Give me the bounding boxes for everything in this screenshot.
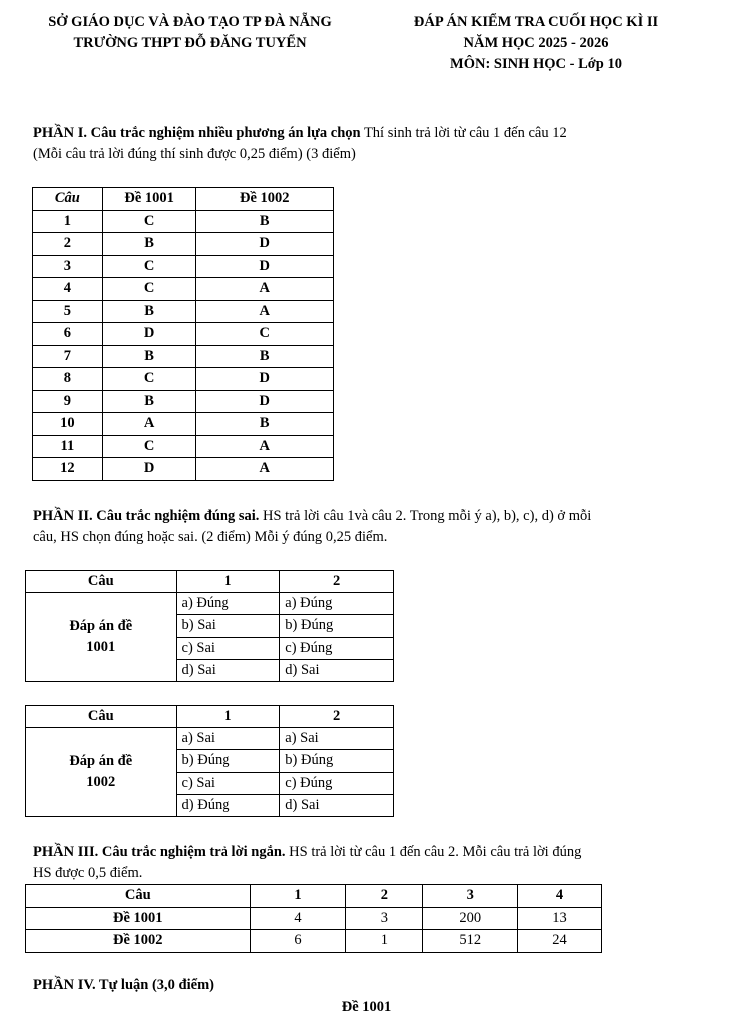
school-name: TRƯỜNG THPT ĐỖ ĐĂNG TUYỂN (73, 35, 307, 51)
table-cell: B (102, 233, 196, 256)
department-name: SỞ GIÁO DỤC VÀ ĐÀO TẠO TP ĐÀ NẴNG (48, 14, 332, 30)
table-cell: B (102, 300, 196, 323)
table-cell: 10 (33, 413, 103, 436)
table-cell: 7 (33, 345, 103, 368)
table-cell: 5 (33, 300, 103, 323)
table-row (33, 458, 334, 481)
part2-text-1: HS trả lời câu 1và câu 2. Trong mỗi ý a), b), c), d) ở mỗi (259, 508, 592, 524)
header-cell: Câu (33, 188, 103, 211)
table-row (33, 233, 334, 256)
exam-title: ĐÁP ÁN KIỂM TRA CUỐI HỌC KÌ II (413, 14, 659, 30)
header-cell: 1 (176, 571, 280, 593)
header-cell: Câu (26, 706, 177, 728)
header-cell: Đề 1001 (102, 188, 196, 211)
table-row (33, 435, 334, 458)
part3-title: PHẦN III. Câu trắc nghiệm trả lời ngắn. (33, 844, 286, 860)
table-row (33, 300, 334, 323)
table-cell: a) Sai (280, 728, 394, 750)
school-year: NĂM HỌC 2025 - 2026 (463, 35, 609, 51)
part2-text-2: câu, HS chọn đúng hoặc sai. (2 điểm) Mỗi ý đúng 0,25 điểm. (33, 529, 388, 545)
table-cell: B (196, 413, 334, 436)
table-row (33, 345, 334, 368)
part2-table-1002 (25, 705, 394, 817)
table-cell: C (102, 210, 196, 233)
table-cell: A (102, 413, 196, 436)
table-cell: A (196, 300, 334, 323)
table-cell: A (196, 458, 334, 481)
header-cell: 3 (423, 885, 518, 908)
part4-title: PHẦN IV. Tự luận (3,0 điểm) (33, 977, 214, 993)
table-row (33, 255, 334, 278)
table-cell: B (196, 345, 334, 368)
part2-intro (33, 506, 723, 548)
table-cell: c) Đúng (280, 772, 394, 794)
table-cell: 2 (33, 233, 103, 256)
table-cell: B (196, 210, 334, 233)
table-cell: C (196, 323, 334, 346)
table-header-row (26, 571, 394, 593)
table-row (26, 593, 394, 615)
table-cell: 3 (346, 907, 423, 930)
table-cell: B (102, 390, 196, 413)
table-cell: 1 (33, 210, 103, 233)
table-cell: C (102, 435, 196, 458)
table-cell: b) Đúng (280, 750, 394, 772)
table-cell: a) Đúng (280, 593, 394, 615)
subject-line: MÔN: SINH HỌC - Lớp 10 (450, 56, 622, 72)
table-cell: 200 (423, 907, 518, 930)
table-cell: D (102, 323, 196, 346)
table-cell: Đề 1002 (26, 930, 251, 953)
header-cell: Đề 1002 (196, 188, 334, 211)
table-cell: A (196, 435, 334, 458)
table-row (33, 278, 334, 301)
table-cell: 4 (250, 907, 346, 930)
table-cell: D (196, 390, 334, 413)
part3-answer-table (25, 884, 602, 953)
table-cell: C (102, 278, 196, 301)
table-cell: 6 (250, 930, 346, 953)
part3-intro (33, 842, 723, 884)
table-row (33, 323, 334, 346)
table-header-row (33, 188, 334, 211)
table-cell: a) Đúng (176, 593, 280, 615)
part1-title: PHẦN I. Câu trắc nghiệm nhiều phương án lựa chọn (33, 125, 361, 141)
exam-header (380, 12, 692, 75)
row-label-line1: Đáp án đề (69, 753, 133, 770)
table-cell: 9 (33, 390, 103, 413)
table-cell: b) Đúng (176, 750, 280, 772)
table-row (33, 210, 334, 233)
table-cell: A (196, 278, 334, 301)
table-cell: d) Sai (176, 659, 280, 681)
table-row (26, 907, 602, 930)
part3-text-1: HS trả lời từ câu 1 đến câu 2. Mỗi câu trả lời đúng (285, 844, 582, 860)
row-label (26, 728, 177, 817)
part2-title: PHẦN II. Câu trắc nghiệm đúng sai. (33, 508, 260, 524)
row-label-line1: Đáp án đề (69, 618, 133, 635)
part3-text-2: HS được 0,5 điểm. (33, 865, 143, 881)
part1-text-2: (Mỗi câu trả lời đúng thí sinh được 0,25 điểm) (3 điểm) (33, 146, 356, 162)
table-row (33, 368, 334, 391)
table-cell: b) Đúng (280, 615, 394, 637)
table-cell: 8 (33, 368, 103, 391)
table-cell: D (102, 458, 196, 481)
table-cell: 512 (423, 930, 518, 953)
row-label-line2: 1002 (86, 774, 116, 791)
table-row (33, 390, 334, 413)
header-cell: 1 (176, 706, 280, 728)
table-row (33, 413, 334, 436)
table-cell: D (196, 368, 334, 391)
table-cell: 11 (33, 435, 103, 458)
part2-table-1001 (25, 570, 394, 682)
header-cell: 2 (280, 706, 394, 728)
table-row (26, 728, 394, 750)
table-cell: c) Sai (176, 772, 280, 794)
header-cell: 4 (518, 885, 602, 908)
table-header-row (26, 885, 602, 908)
table-cell: c) Sai (176, 637, 280, 659)
table-cell: C (102, 255, 196, 278)
table-header-row (26, 706, 394, 728)
part1-text-1: Thí sinh trả lời từ câu 1 đến câu 12 (360, 125, 567, 141)
table-cell: b) Sai (176, 615, 280, 637)
row-label-line2: 1001 (86, 639, 116, 656)
table-row (26, 930, 602, 953)
table-cell: B (102, 345, 196, 368)
header-cell: 1 (250, 885, 346, 908)
header-cell: 2 (346, 885, 423, 908)
table-cell: Đề 1001 (26, 907, 251, 930)
table-cell: 6 (33, 323, 103, 346)
table-cell: c) Đúng (280, 637, 394, 659)
table-cell: D (196, 233, 334, 256)
part4-subtitle: Đề 1001 (341, 999, 392, 1015)
table-cell: a) Sai (176, 728, 280, 750)
table-cell: C (102, 368, 196, 391)
table-cell: 13 (518, 907, 602, 930)
table-cell: D (196, 255, 334, 278)
part1-intro (33, 123, 713, 165)
table-cell: d) Sai (280, 659, 394, 681)
table-cell: 12 (33, 458, 103, 481)
table-cell: 1 (346, 930, 423, 953)
table-cell: 24 (518, 930, 602, 953)
table-cell: d) Sai (280, 794, 394, 816)
table-cell: 3 (33, 255, 103, 278)
header-cell: 2 (280, 571, 394, 593)
school-header (27, 12, 353, 54)
row-label (26, 593, 177, 682)
table-cell: d) Đúng (176, 794, 280, 816)
header-cell: Câu (26, 885, 251, 908)
header-cell: Câu (26, 571, 177, 593)
part1-answer-table (32, 187, 334, 481)
table-cell: 4 (33, 278, 103, 301)
